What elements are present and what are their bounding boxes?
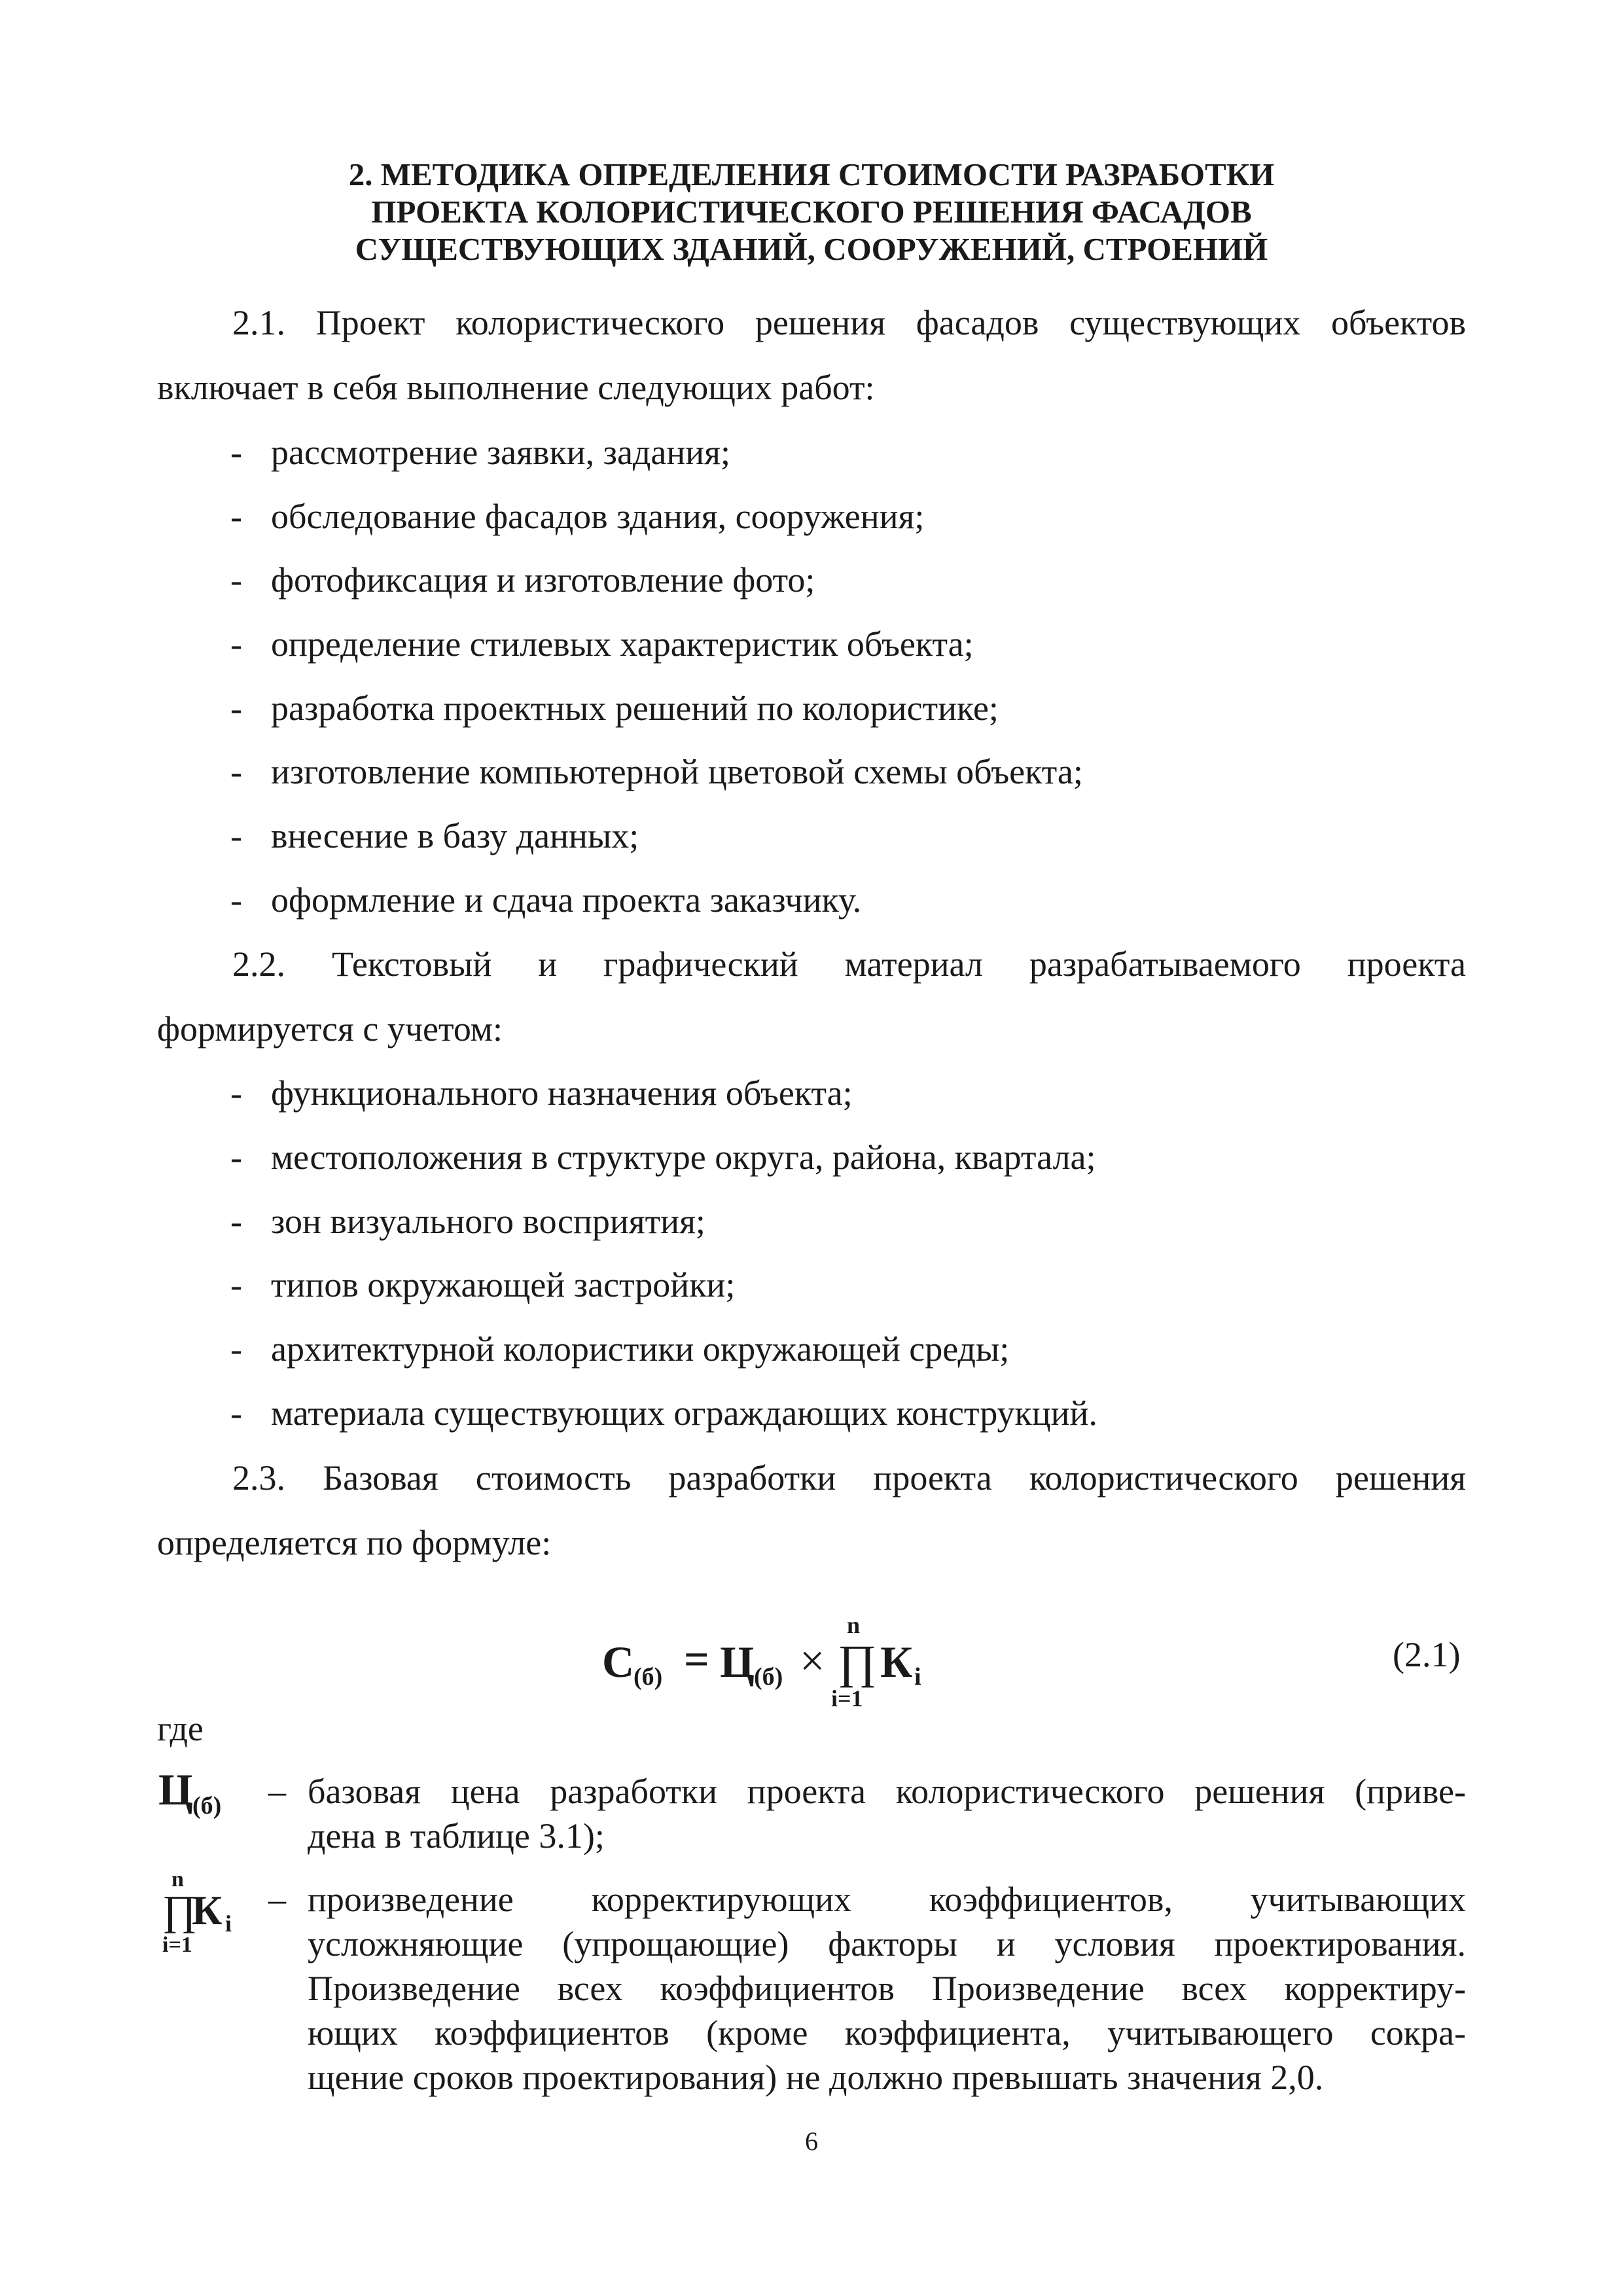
definition-line: ющих коэффициентов (кроме коэффициента, учитывающего сокра- bbox=[308, 2013, 1466, 2053]
formula-coefficient-symbol: К bbox=[880, 1637, 913, 1687]
definition-line: щение сроков проектирования) не должно превышать значения 2,0. bbox=[308, 2058, 1324, 2097]
price-symbol: Ц (б) bbox=[158, 1765, 222, 1820]
formula-2-1 bbox=[602, 1613, 969, 1712]
list-marker: - bbox=[230, 624, 242, 664]
formula-lower-limit: i=1 bbox=[831, 1685, 863, 1712]
list-marker: - bbox=[230, 497, 242, 536]
formula-equals: = bbox=[684, 1634, 709, 1684]
definition-dash: – bbox=[268, 1880, 286, 1919]
definition-line: Произведение всех коэффициентов Произведение всех корректиру- bbox=[308, 1969, 1466, 2008]
list-marker: - bbox=[230, 1393, 242, 1433]
list-marker: - bbox=[230, 1329, 242, 1369]
heading-line: 2. МЕТОДИКА ОПРЕДЕЛЕНИЯ СТОИМОСТИ РАЗРАБОТКИ bbox=[348, 156, 1275, 192]
heading-line: СУЩЕСТВУЮЩИХ ЗДАНИЙ, СООРУЖЕНИЙ, СТРОЕНИЙ bbox=[355, 231, 1268, 267]
list-marker: - bbox=[230, 752, 242, 791]
product-symbol: n ∏ К i i=1 bbox=[162, 1867, 232, 1957]
paragraph-2-2 bbox=[157, 942, 1466, 1050]
formula-price-subscript: (б) bbox=[754, 1663, 783, 1691]
paragraph-line: 2.2. Текстовый и графический материал разрабатываемого проекта bbox=[232, 944, 1466, 984]
paragraph-line: 2.3. Базовая стоимость разработки проекта колористического решения bbox=[232, 1458, 1466, 1498]
definition-line: базовая цена разработки проекта колористического решения (приве- bbox=[308, 1772, 1466, 1811]
paragraph-line: формируется с учетом: bbox=[157, 1009, 503, 1049]
list-marker: - bbox=[230, 816, 242, 855]
paragraph-2-3 bbox=[157, 1456, 1466, 1564]
definition-line: произведение корректирующих коэффициентов, учитывающих bbox=[308, 1880, 1466, 1919]
formula-coefficient-subscript: i bbox=[914, 1663, 921, 1691]
product-icon: ∏ bbox=[162, 1887, 197, 1933]
list-marker: - bbox=[230, 689, 242, 728]
product-icon: ∏ bbox=[838, 1636, 877, 1688]
formula-upper-limit: n bbox=[847, 1612, 861, 1638]
list-marker: - bbox=[230, 1073, 242, 1113]
equation-number: (2.1) bbox=[1393, 1635, 1461, 1674]
list-marker: - bbox=[230, 1265, 242, 1304]
heading-line: ПРОЕКТА КОЛОРИСТИЧЕСКОГО РЕШЕНИЯ ФАСАДОВ bbox=[371, 194, 1252, 230]
definition-line: усложняющие (упрощающие) факторы и условия проектирования. bbox=[308, 1924, 1466, 1964]
section-heading bbox=[157, 156, 1466, 268]
paragraph-line: 2.1. Проект колористического решения фасадов существующих объектов bbox=[232, 303, 1466, 342]
product-definition bbox=[268, 1877, 1466, 2100]
formula-price-symbol: Ц bbox=[720, 1637, 755, 1687]
where-label: где bbox=[157, 1709, 204, 1748]
formula-cost-symbol: С bbox=[602, 1637, 635, 1687]
paragraph-2-1 bbox=[157, 301, 1466, 409]
list-marker: - bbox=[230, 433, 242, 472]
paragraph-line: включает в себя выполнение следующих работ: bbox=[157, 368, 875, 407]
page-number: 6 bbox=[805, 2126, 818, 2156]
paragraph-line: определяется по формуле: bbox=[157, 1523, 552, 1562]
document-page: 2. МЕТОДИКА ОПРЕДЕЛЕНИЯ СТОИМОСТИ РАЗРАБОТКИ ПРОЕКТА КОЛОРИСТИЧЕСКОГО РЕШЕНИЯ ФАСАДОВ СУЩЕСТВУЮЩИХ ЗДАНИЙ, СООРУЖЕНИЙ, СТРОЕНИЙ 2.1. Проект колористического решения фасадов существующих объектов включает в себя выполнение следующих работ: - рассмотрение заявки, задания; - обследование фасадов здания, сооружения; - фотофиксация и изготовление фото; - определение стилевых характеристик объекта; - разработка проектных решений по колористике; - изготовление компьютерной цветовой схемы объекта; - внесение в базу данных; - оформление и сдача проекта заказчику. 2.2. Текстовый и графический материал разрабатываемого проекта формируется с учетом: - функционального назначения объекта; - местоположения в структуре округа, района, квартала; - зон визуального восприятия; - типов окружающей застройки; - архитектурной колористики окружающей среды; - материала существующих ограждающих конструкций. 2.3. Базовая стоимость разработки проекта колористического решения определяется по формуле: С (б) = Ц (б) × n ∏ i=1 К i (2.1) где Ц (б) – базовая цена разработки проекта колористического решения (приве- дена в таблице 3.1); n ∏ К i i=1 – произведение корректирующих коэффициентов, учитывающих усложняющие (упрощающие) факторы и условия проектирования. Произведение всех коэффициентов Произведение всех корректиру- ющих коэффициентов (кроме коэффициента, учитывающего сокра- щение сроков проектирования) не должно превышать значения 2,0. 6 bbox=[0, 0, 1623, 2296]
list-marker: - bbox=[230, 1138, 242, 1177]
list-marker: - bbox=[230, 1202, 242, 1241]
price-definition bbox=[268, 1769, 1466, 1861]
list-marker: - bbox=[230, 880, 242, 920]
formula-times: × bbox=[800, 1636, 825, 1685]
definition-line: дена в таблице 3.1); bbox=[308, 1816, 605, 1856]
formula-cost-subscript: (б) bbox=[633, 1663, 663, 1691]
definition-dash: – bbox=[268, 1772, 286, 1811]
list-marker: - bbox=[230, 560, 242, 600]
